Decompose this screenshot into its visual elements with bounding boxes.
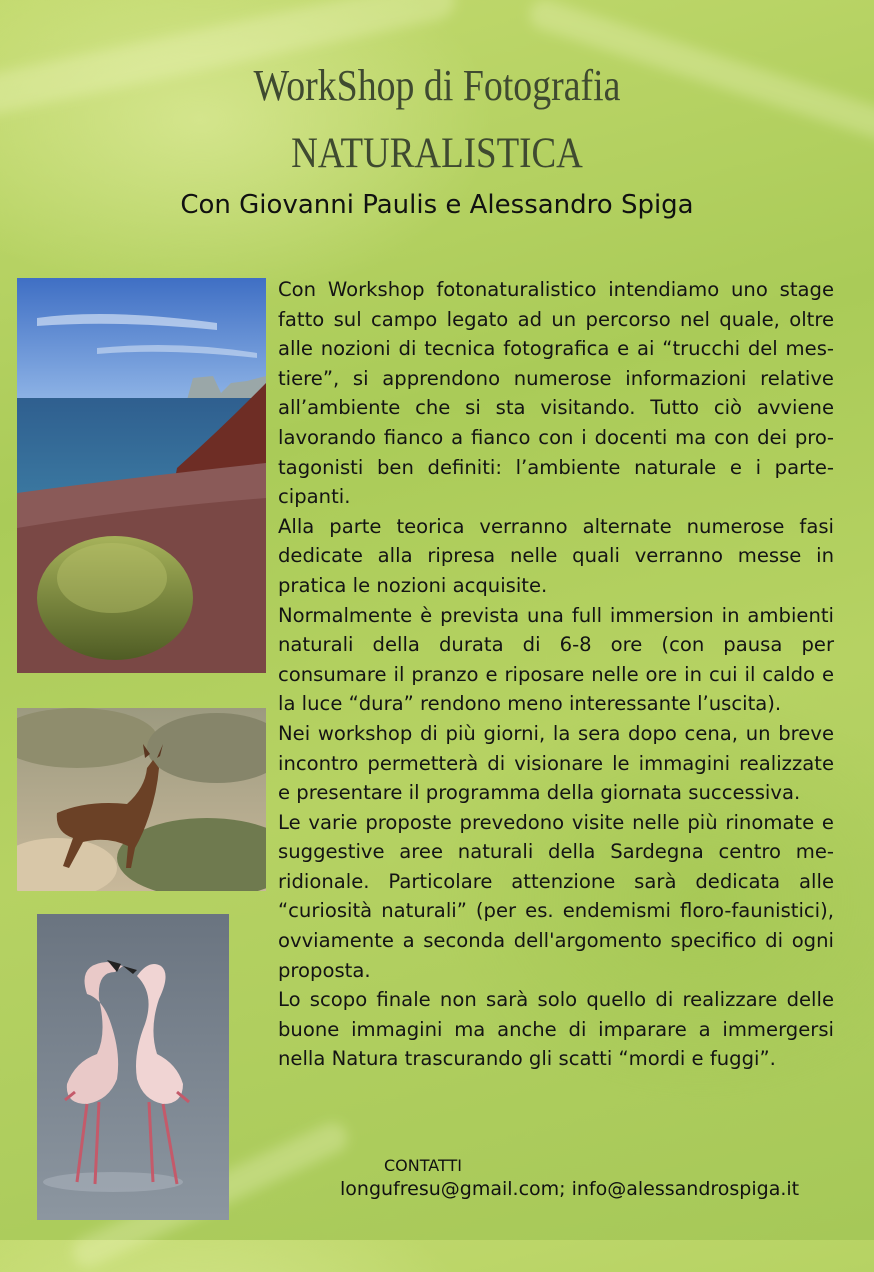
paragraph: Nei workshop di più giorni, la sera dopo cena, un breve incontro permetterà di visionare le immagini realizzate e presentare il programma della giornata successiva. [278,721,834,805]
page-title-secondary: NATURALISTICA [291,130,583,177]
page-title: WorkShop di Fotografia [253,61,621,110]
coastal-landscape-illustration [17,278,266,673]
contacts-label: CONTATTI [384,1156,462,1175]
deer-illustration [17,708,266,891]
deer-photo [17,708,266,891]
workshop-description [278,275,834,1074]
contacts-emails[interactable]: longufresu@gmail.com; info@alessandrospiga.it [340,1178,800,1200]
coastal-landscape-photo [17,278,266,673]
page-subtitle: Con Giovanni Paulis e Alessandro Spiga [180,190,694,220]
paragraph: Le varie proposte prevedono visite nelle più rinomate e suggestive aree naturali della Sardegna centro meridionale. Particolare attenzione sarà dedicata alle “curiosità naturali” (per es. endemismi floro-faunistici), ovviamente a seconda dell'argomento specifico di ogni proposta. [278,810,834,982]
flamingos-illustration [37,914,229,1220]
paragraph: Normalmente è prevista una full immersion in ambienti naturali della durata di 6-8 ore (con pausa per consumare il pranzo e riposare nelle ore in cui il caldo e la luce “dura” rendono meno interessante l’uscita). [278,603,834,716]
paragraph: Con Workshop fotonaturalistico intendiamo uno stage fatto sul campo legato ad un percorso nel quale, oltre alle nozioni di tecnica fotografica e ai “trucchi del mestiere”, si apprendono numerose informazioni relative all’ambiente che si sta visitando. Tutto ciò avviene lavorando fianco a fianco con i docenti ma con dei protagonisti ben definiti: l’ambiente naturale e i partecipanti. [278,278,834,509]
paragraph: Alla parte teorica verranno alternate numerose fasi dedicate alla ripresa nelle quali verranno messe in pratica le nozioni acquisite. [278,514,834,597]
flamingos-photo [37,914,229,1220]
paragraph: Lo scopo finale non sarà solo quello di realizzare delle buone immagini ma anche di imparare a immergersi nella Natura trascurando gli scatti “mordi e fuggi”. [278,988,834,1071]
